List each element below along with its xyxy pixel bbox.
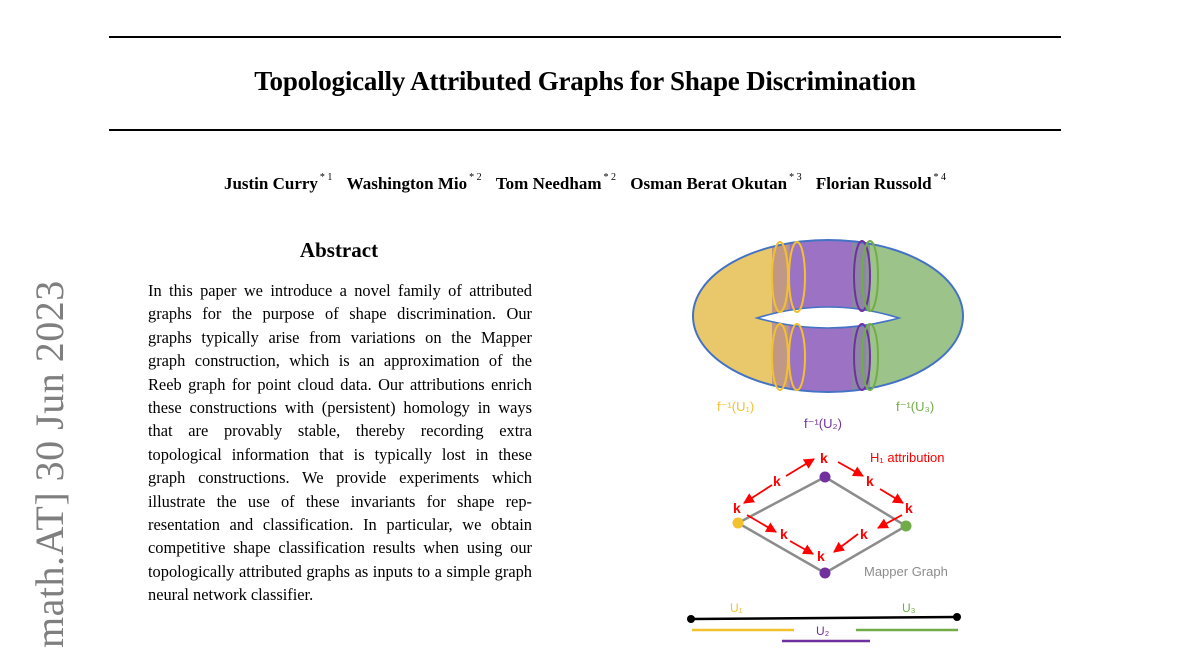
label-u1: U₁ bbox=[730, 601, 743, 615]
author-name: Tom Needham bbox=[495, 174, 602, 193]
h1-attribution-label: H₁ attribution bbox=[870, 450, 945, 465]
label-u2: U₂ bbox=[816, 624, 830, 638]
k-label: k bbox=[817, 548, 825, 564]
arxiv-stamp: math.AT] 30 Jun 2023 bbox=[27, 280, 72, 648]
author-name: Justin Curry bbox=[223, 174, 318, 193]
k-label: k bbox=[733, 500, 741, 516]
author-name: Florian Russold bbox=[815, 174, 932, 193]
label-preimage-u3: f⁻¹(U₃) bbox=[896, 399, 935, 414]
k-label: k bbox=[780, 526, 788, 542]
graph-node-u3 bbox=[901, 521, 912, 532]
k-label: k bbox=[773, 473, 781, 489]
author-name: Osman Berat Okutan bbox=[630, 174, 788, 193]
author-affiliation: * 1 bbox=[319, 172, 333, 183]
k-label: k bbox=[905, 500, 913, 516]
k-labels bbox=[733, 450, 913, 564]
label-u3: U₃ bbox=[902, 601, 916, 615]
graph-node-u2-top bbox=[820, 472, 831, 483]
k-label: k bbox=[860, 526, 868, 542]
author-affiliation: * 4 bbox=[933, 172, 947, 183]
arrow bbox=[880, 489, 903, 503]
graph-edge bbox=[738, 477, 825, 523]
author-affiliation: * 3 bbox=[789, 172, 802, 183]
k-label: k bbox=[866, 473, 874, 489]
paper-title: Topologically Attributed Graphs for Shape Discrimination bbox=[254, 66, 916, 96]
author-affiliation: * 2 bbox=[603, 172, 617, 183]
author-affiliation: * 2 bbox=[469, 172, 482, 183]
range-endpoint bbox=[953, 613, 961, 621]
abstract-heading: Abstract bbox=[299, 238, 379, 262]
range-endpoint bbox=[687, 615, 695, 623]
label-preimage-u2: f⁻¹(U₂) bbox=[804, 416, 842, 431]
arrow bbox=[786, 459, 814, 476]
arrow bbox=[744, 485, 772, 503]
torus-shape bbox=[690, 238, 966, 396]
author-name: Washington Mio bbox=[346, 174, 468, 193]
label-preimage-u1: f⁻¹(U₁) bbox=[717, 399, 755, 414]
graph-node-u1 bbox=[733, 518, 744, 529]
function-range-line bbox=[691, 617, 957, 619]
arrow bbox=[838, 462, 863, 476]
graph-node-u2-bottom bbox=[820, 568, 831, 579]
mapper-graph-label: Mapper Graph bbox=[864, 564, 948, 579]
arrow bbox=[834, 534, 858, 552]
abstract-body: In this paper we introduce a novel family of attributed graphs for the purpose of shape discrimination. Our graphs typically arise from variations on the Mapper graph construction, which is an approximation of the Reeb graph for point cloud data. Our attributions enrich these constructions with (persistent) homology in ways that are provably stable, thereby recording extra topological information that is typically lost in these graph constructions. We provide experiments which illustrate the use of these invariants for shape representation and classification. In particular, we obtain competitive shape classification results when using our topologically attributed graphs as inputs to a simple graph neural network classifier. bbox=[148, 281, 532, 605]
arrow bbox=[790, 541, 813, 554]
k-label: k bbox=[820, 450, 828, 466]
